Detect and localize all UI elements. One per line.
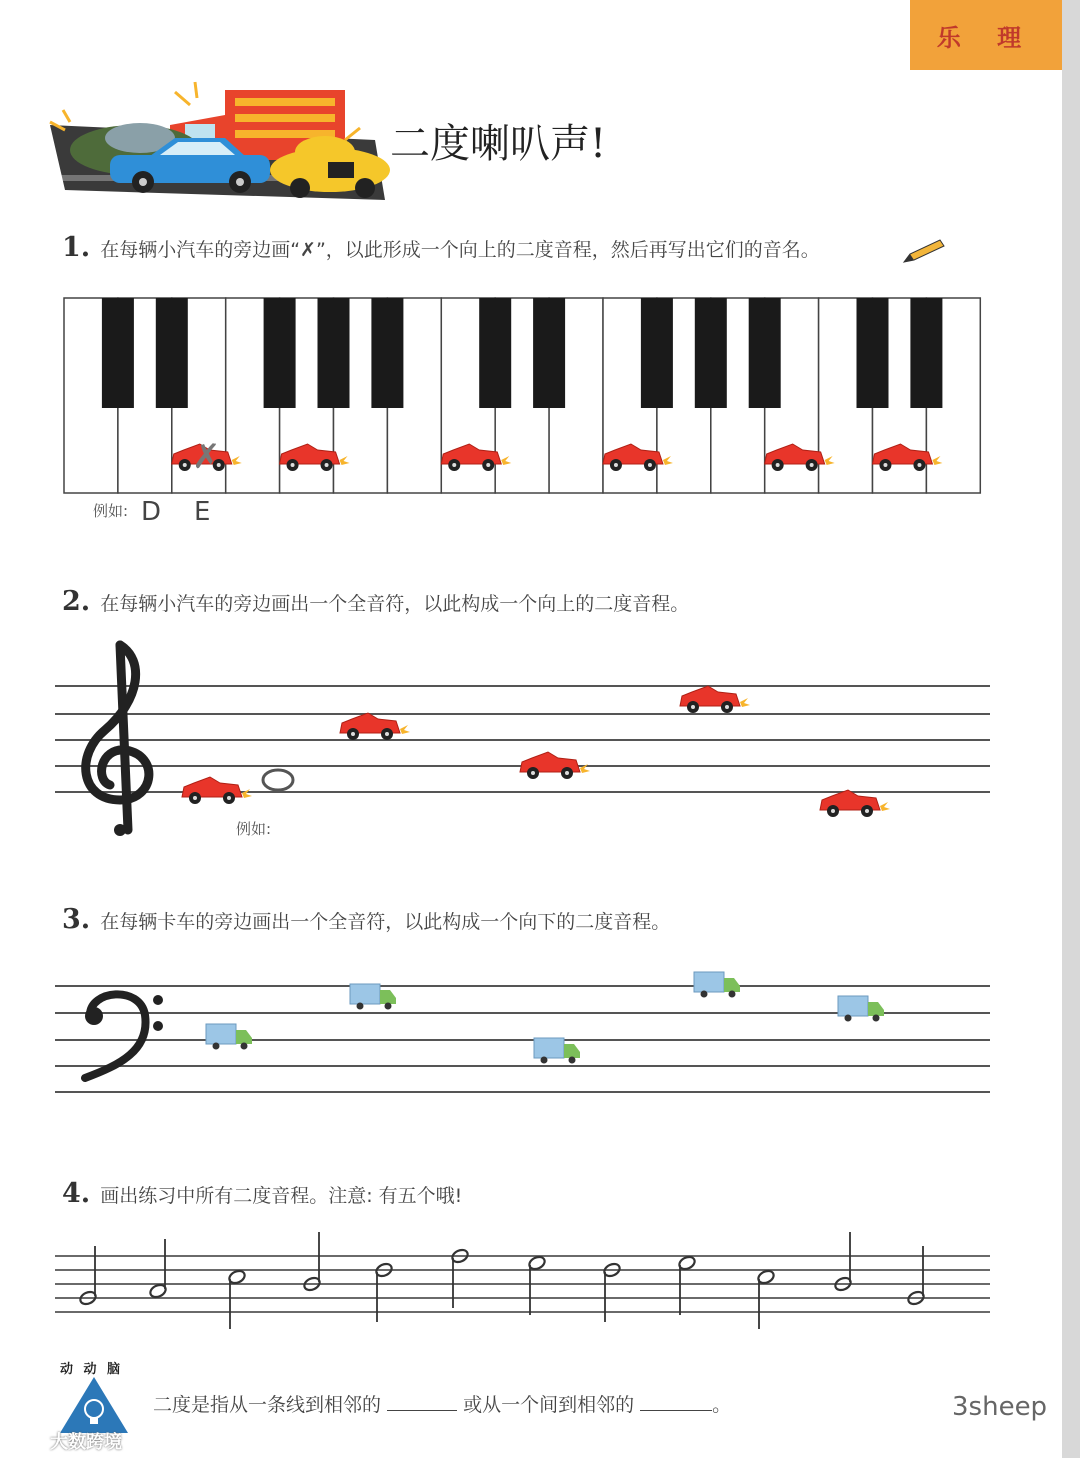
bass-staff bbox=[50, 960, 995, 1100]
black-key bbox=[479, 298, 511, 408]
black-key bbox=[857, 298, 889, 408]
example-letter-e: E bbox=[194, 497, 211, 527]
truck-icon bbox=[534, 1038, 580, 1064]
black-key bbox=[533, 298, 565, 408]
black-key bbox=[102, 298, 134, 408]
page-edge-stripe bbox=[1062, 0, 1080, 1458]
example-letter-d: D bbox=[141, 497, 162, 527]
exercise-1-instruction: 1. 在每辆小汽车的旁边画“✗”，以此形成一个向上的二度音程，然后再写出它们的音名。 bbox=[62, 232, 820, 263]
truck-icon bbox=[350, 984, 396, 1010]
watermark-right: 3sheep bbox=[952, 1392, 1048, 1422]
black-key bbox=[264, 298, 296, 408]
car-icon bbox=[820, 790, 890, 817]
black-key bbox=[318, 298, 350, 408]
truck-icon bbox=[838, 996, 884, 1022]
section-tab: 乐 理 bbox=[910, 0, 1062, 70]
example-whole-note bbox=[263, 770, 293, 790]
black-key bbox=[749, 298, 781, 408]
car-icon bbox=[340, 713, 410, 740]
car-icon bbox=[680, 686, 750, 713]
notes-staff bbox=[50, 1230, 995, 1340]
black-key bbox=[641, 298, 673, 408]
black-key bbox=[910, 298, 942, 408]
blank-2[interactable] bbox=[640, 1410, 712, 1411]
truck-icon bbox=[694, 972, 740, 998]
pencil-icon bbox=[900, 236, 948, 266]
exercise-4-instruction: 4. 画出练习中所有二度音程。注意: 有五个哦! bbox=[62, 1178, 463, 1209]
brain-teaser-label: 动 动 脑 bbox=[60, 1362, 124, 1377]
truck-icon bbox=[206, 1024, 252, 1050]
example-label-2: 例如: bbox=[236, 820, 272, 838]
lightbulb-icon bbox=[58, 1375, 130, 1435]
black-key bbox=[371, 298, 403, 408]
treble-staff bbox=[50, 630, 995, 850]
exercise-2-instruction: 2. 在每辆小汽车的旁边画出一个全音符，以此构成一个向上的二度音程。 bbox=[62, 586, 690, 617]
car-icon bbox=[182, 777, 252, 804]
exercise-3-instruction: 3. 在每辆卡车的旁边画出一个全音符，以此构成一个向下的二度音程。 bbox=[62, 904, 671, 935]
black-key bbox=[156, 298, 188, 408]
watermark-left: 大数跨境 bbox=[50, 1432, 122, 1453]
example-label-1: 例如: bbox=[93, 502, 129, 520]
x-mark: ✗ bbox=[192, 437, 221, 477]
brain-teaser-text: 二度是指从一条线到相邻的 或从一个间到相邻的 。 bbox=[153, 1394, 732, 1416]
piano-keyboard bbox=[62, 296, 986, 496]
blank-1[interactable] bbox=[387, 1410, 457, 1411]
page-title: 二度喇叭声! bbox=[390, 121, 607, 167]
traffic-illustration bbox=[45, 80, 390, 205]
black-key bbox=[695, 298, 727, 408]
